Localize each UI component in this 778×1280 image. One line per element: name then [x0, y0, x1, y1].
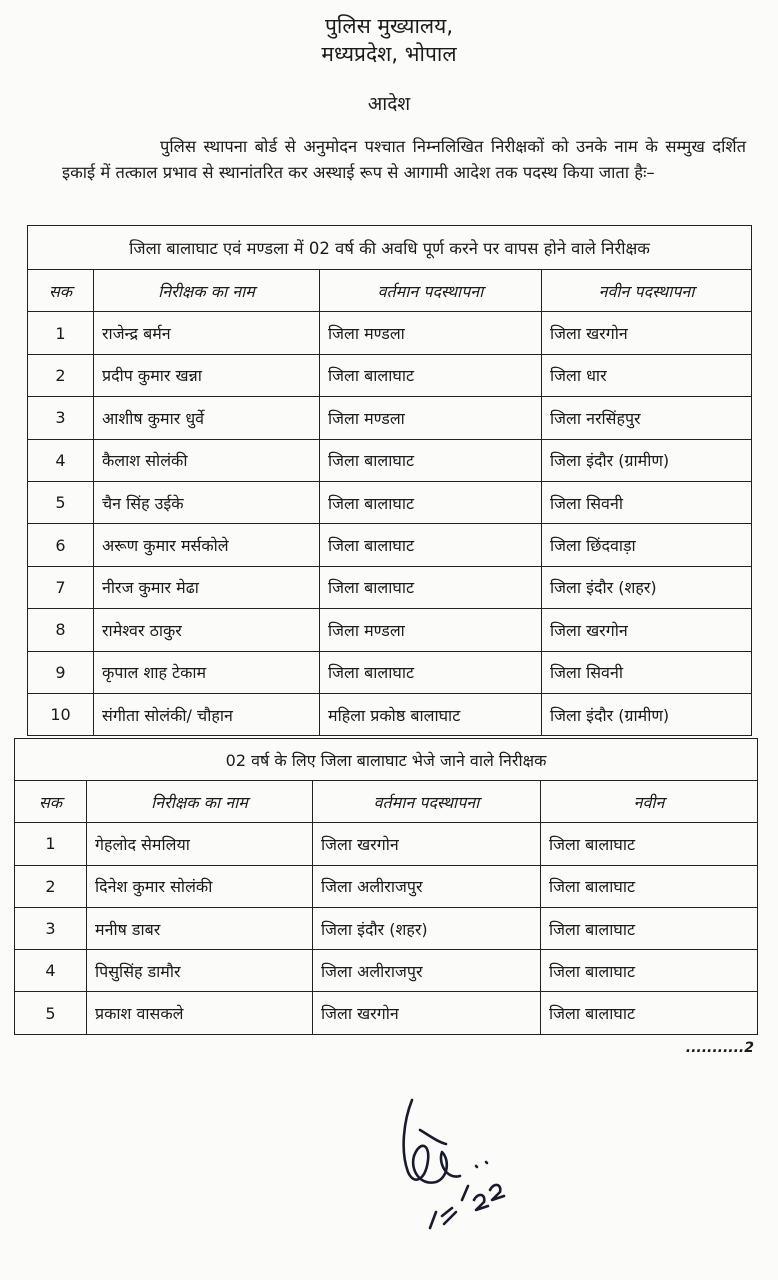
new-posting-cell: जिला खरगोन	[542, 312, 752, 354]
col-header-new-posting: नवीन पदस्थापना	[542, 270, 752, 312]
name-cell: चैन सिंह उईके	[94, 481, 320, 523]
name-cell: मनीष डाबर	[87, 907, 313, 949]
col-header-new-posting: नवीन	[541, 781, 758, 823]
table-row	[28, 439, 752, 481]
table1-title: जिला बालाघाट एवं मण्डला में 02 वर्ष की अवधि पूर्ण करने पर वापस होने वाले निरीक्षक	[28, 226, 752, 270]
current-posting-cell: जिला बालाघाट	[320, 566, 542, 608]
new-posting-cell: जिला बालाघाट	[541, 907, 758, 949]
serial-cell: 10	[28, 693, 94, 735]
table-row	[28, 354, 752, 396]
current-posting-cell: जिला इंदौर (शहर)	[313, 907, 541, 949]
order-title: आदेश	[367, 93, 411, 115]
serial-cell: 2	[15, 865, 87, 907]
new-posting-cell: जिला इंदौर (ग्रामीण)	[542, 439, 752, 481]
serial-cell: 4	[15, 950, 87, 992]
table-row	[28, 693, 752, 735]
col-header-name: निरीक्षक का नाम	[87, 781, 313, 823]
name-cell: पिसुसिंह डामौर	[87, 950, 313, 992]
name-cell: कृपाल शाह टेकाम	[94, 651, 320, 693]
returning-inspectors-table	[27, 225, 752, 736]
table-row	[15, 950, 758, 992]
current-posting-cell: जिला मण्डला	[320, 609, 542, 651]
order-paragraph: पुलिस स्थापना बोर्ड से अनुमोदन पश्चात निम्नलिखित निरीक्षकों को उनके नाम के सम्मुख दर्शित इकाई में तत्काल प्रभाव से स्थानांतरित कर अस्थाई रूप से आगामी आदेश तक पदस्थ किया जाता हैः–	[62, 137, 746, 182]
new-posting-cell: जिला छिंदवाड़ा	[542, 524, 752, 566]
page-continuation-marker: ...........2	[685, 1040, 754, 1056]
new-posting-cell: जिला सिवनी	[542, 651, 752, 693]
name-cell: संगीता सोलंकी/ चौहान	[94, 693, 320, 735]
handwritten-signature	[390, 1090, 530, 1250]
current-posting-cell: जिला बालाघाट	[320, 439, 542, 481]
table-row	[28, 397, 752, 439]
col-header-current-posting: वर्तमान पदस्थापना	[320, 270, 542, 312]
serial-cell: 7	[28, 566, 94, 608]
new-posting-cell: जिला खरगोन	[542, 609, 752, 651]
col-header-serial: सक	[28, 270, 94, 312]
current-posting-cell: जिला अलीराजपुर	[313, 865, 541, 907]
new-posting-cell: जिला बालाघाट	[541, 950, 758, 992]
name-cell: अरूण कुमार मर्सकोले	[94, 524, 320, 566]
office-location: मध्यप्रदेश, भोपाल	[321, 42, 457, 66]
name-cell: गेहलोद सेमलिया	[87, 823, 313, 865]
table1-header-row	[28, 270, 752, 312]
posted-to-balaghat-table	[14, 738, 758, 1035]
current-posting-cell: जिला मण्डला	[320, 312, 542, 354]
new-posting-cell: जिला बालाघाट	[541, 992, 758, 1034]
current-posting-cell: महिला प्रकोष्ठ बालाघाट	[320, 693, 542, 735]
current-posting-cell: जिला बालाघाट	[320, 354, 542, 396]
serial-cell: 3	[15, 907, 87, 949]
new-posting-cell: जिला नरसिंहपुर	[542, 397, 752, 439]
name-cell: प्रकाश वासकले	[87, 992, 313, 1034]
name-cell: कैलाश सोलंकी	[94, 439, 320, 481]
table-row	[15, 823, 758, 865]
current-posting-cell: जिला अलीराजपुर	[313, 950, 541, 992]
serial-cell: 8	[28, 609, 94, 651]
name-cell: दिनेश कुमार सोलंकी	[87, 865, 313, 907]
serial-cell: 4	[28, 439, 94, 481]
serial-cell: 9	[28, 651, 94, 693]
table2-title: 02 वर्ष के लिए जिला बालाघाट भेजे जाने वाले निरीक्षक	[15, 739, 758, 781]
serial-cell: 1	[28, 312, 94, 354]
table-row	[28, 481, 752, 523]
table2-header-row	[15, 781, 758, 823]
col-header-serial: सक	[15, 781, 87, 823]
table-row	[28, 566, 752, 608]
col-header-current-posting: वर्तमान पदस्थापना	[313, 781, 541, 823]
name-cell: प्रदीप कुमार खन्ना	[94, 354, 320, 396]
current-posting-cell: जिला खरगोन	[313, 823, 541, 865]
table-row	[28, 651, 752, 693]
serial-cell: 6	[28, 524, 94, 566]
table-row	[28, 312, 752, 354]
new-posting-cell: जिला बालाघाट	[541, 865, 758, 907]
current-posting-cell: जिला खरगोन	[313, 992, 541, 1034]
table-row	[15, 992, 758, 1034]
new-posting-cell: जिला इंदौर (ग्रामीण)	[542, 693, 752, 735]
current-posting-cell: जिला बालाघाट	[320, 481, 542, 523]
new-posting-cell: जिला बालाघाट	[541, 823, 758, 865]
serial-cell: 2	[28, 354, 94, 396]
current-posting-cell: जिला बालाघाट	[320, 524, 542, 566]
current-posting-cell: जिला बालाघाट	[320, 651, 542, 693]
new-posting-cell: जिला धार	[542, 354, 752, 396]
table-row	[28, 609, 752, 651]
name-cell: रामेश्वर ठाकुर	[94, 609, 320, 651]
table-row	[15, 907, 758, 949]
name-cell: नीरज कुमार मेढा	[94, 566, 320, 608]
col-header-name: निरीक्षक का नाम	[94, 270, 320, 312]
serial-cell: 5	[15, 992, 87, 1034]
name-cell: आशीष कुमार धुर्वे	[94, 397, 320, 439]
office-name: पुलिस मुख्यालय,	[324, 14, 454, 38]
current-posting-cell: जिला मण्डला	[320, 397, 542, 439]
serial-cell: 1	[15, 823, 87, 865]
serial-cell: 3	[28, 397, 94, 439]
serial-cell: 5	[28, 481, 94, 523]
table-row	[15, 865, 758, 907]
name-cell: राजेन्द्र बर्मन	[94, 312, 320, 354]
new-posting-cell: जिला इंदौर (शहर)	[542, 566, 752, 608]
table-row	[28, 524, 752, 566]
new-posting-cell: जिला सिवनी	[542, 481, 752, 523]
